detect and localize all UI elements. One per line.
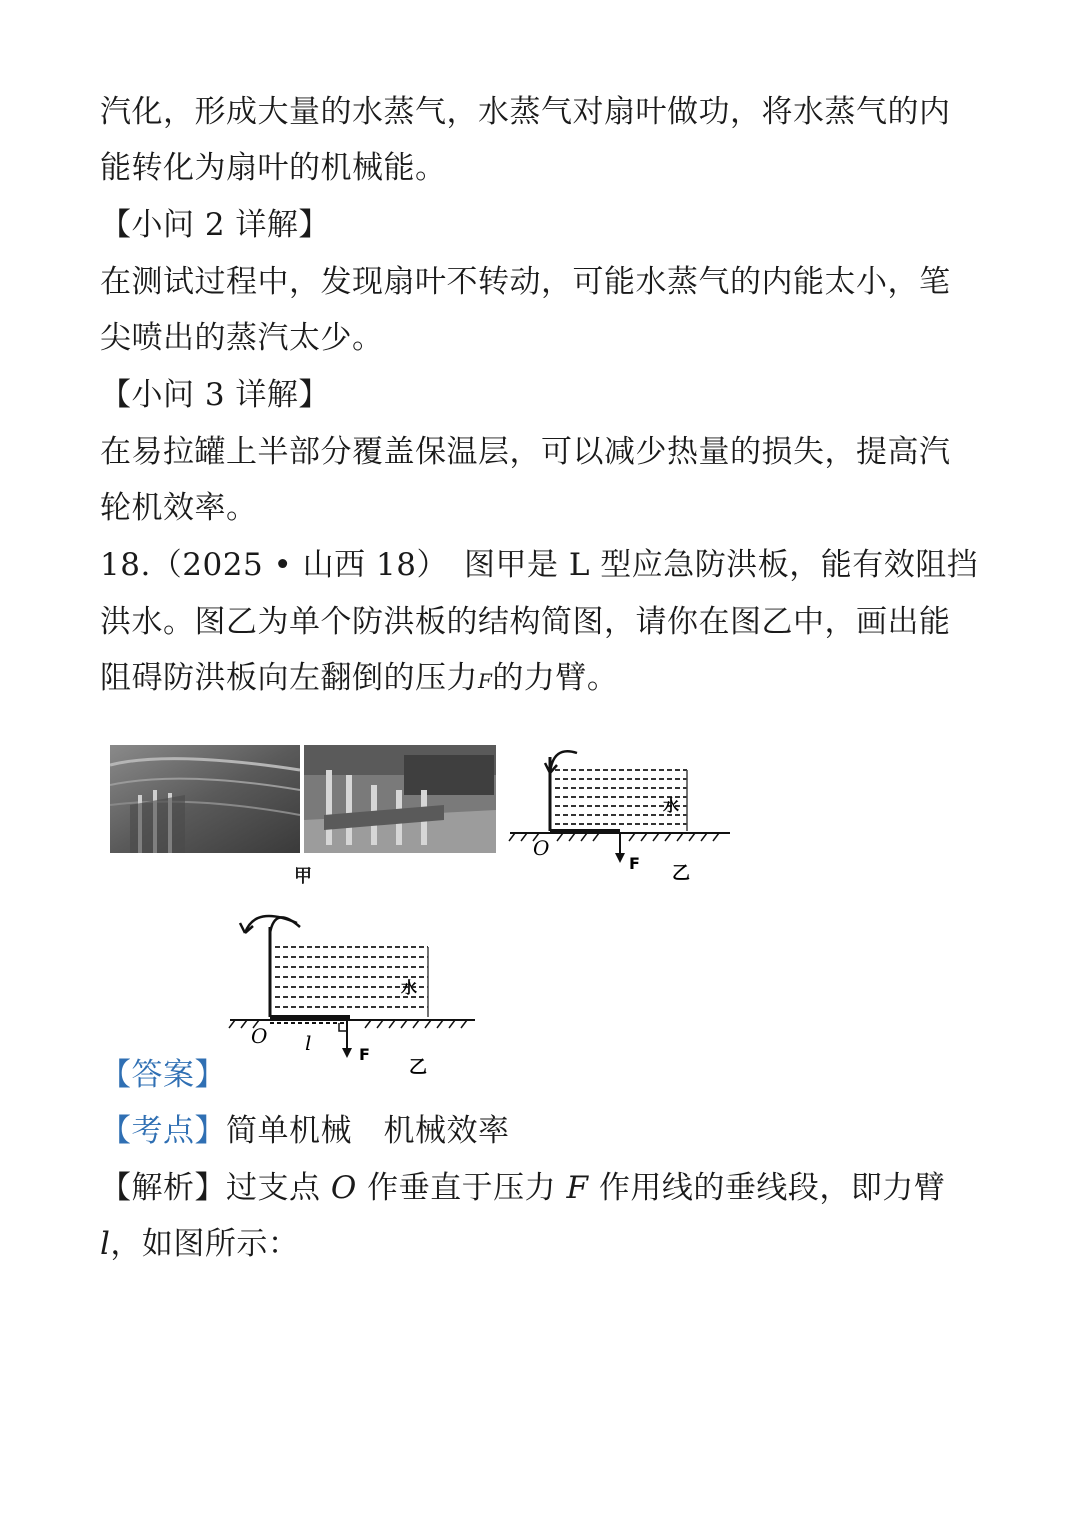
arm-variable: l — [100, 1226, 111, 1262]
flood-barrier-diagram-top — [505, 735, 735, 885]
pivot-label: O — [533, 836, 550, 860]
topic-text: 简单机械 机械效率 — [226, 1113, 510, 1149]
pivot-variable: O — [330, 1170, 357, 1206]
water-label: 水 — [663, 796, 680, 815]
text-line-5: 在易拉罐上半部分覆盖保温层，可以减少热量的损失，提高汽 — [100, 434, 951, 470]
subquestion-2-heading: 【小问 2 详解】 — [100, 207, 330, 243]
force-label: F — [629, 854, 640, 873]
analysis-line-2 — [100, 1224, 299, 1264]
flood-barrier-photo-left — [110, 745, 300, 853]
force-label: F — [359, 1045, 370, 1064]
question-text: 阻碍防洪板向左翻倒的压力 — [100, 660, 478, 696]
text-line-2: 能转化为扇叶的机械能。 — [100, 150, 447, 186]
flood-barrier-photo-right — [304, 745, 496, 853]
analysis-label: 【解析】 — [100, 1170, 226, 1206]
question-18-line-1: 18.（2025 • 山西 18） 图甲是 L 型应急防洪板，能有效阻挡 — [100, 547, 979, 583]
question-18-line-3 — [100, 658, 618, 701]
topic-line — [100, 1111, 510, 1151]
force-variable: F — [478, 669, 493, 693]
answer-label: 【答案】 — [100, 1057, 226, 1093]
figure-caption-yi: 乙 — [409, 1057, 427, 1078]
text-line-4: 尖喷出的蒸汽太少。 — [100, 320, 384, 356]
question-text-end: 的力臂。 — [492, 660, 619, 696]
lever-arm-label: l — [305, 1031, 312, 1055]
flood-barrier-diagram-answer — [225, 905, 480, 1080]
question-18-line-2: 洪水。图乙为单个防洪板的结构简图，请你在图乙中，画出能 — [100, 604, 951, 640]
figure-caption-yi: 乙 — [672, 863, 690, 884]
analysis-text: 过支点 — [226, 1170, 331, 1206]
text-line-3: 在测试过程中，发现扇叶不转动，可能水蒸气的内能太小，笔 — [100, 264, 951, 300]
pivot-label: O — [251, 1024, 268, 1048]
analysis-line-1 — [100, 1168, 945, 1208]
force-variable: F — [566, 1170, 589, 1206]
topic-label: 【考点】 — [100, 1113, 226, 1149]
analysis-text: ，如图所示： — [110, 1226, 300, 1262]
figure-caption-jia: 甲 — [294, 866, 312, 887]
text-line-1: 汽化，形成大量的水蒸气，水蒸气对扇叶做功，将水蒸气的内 — [100, 94, 951, 130]
water-label: 水 — [401, 978, 418, 997]
analysis-text: 作垂直于压力 — [356, 1170, 567, 1206]
text-line-6: 轮机效率。 — [100, 490, 258, 526]
analysis-text: 作用线的垂线段，即力臂 — [588, 1170, 946, 1206]
subquestion-3-heading: 【小问 3 详解】 — [100, 377, 330, 413]
